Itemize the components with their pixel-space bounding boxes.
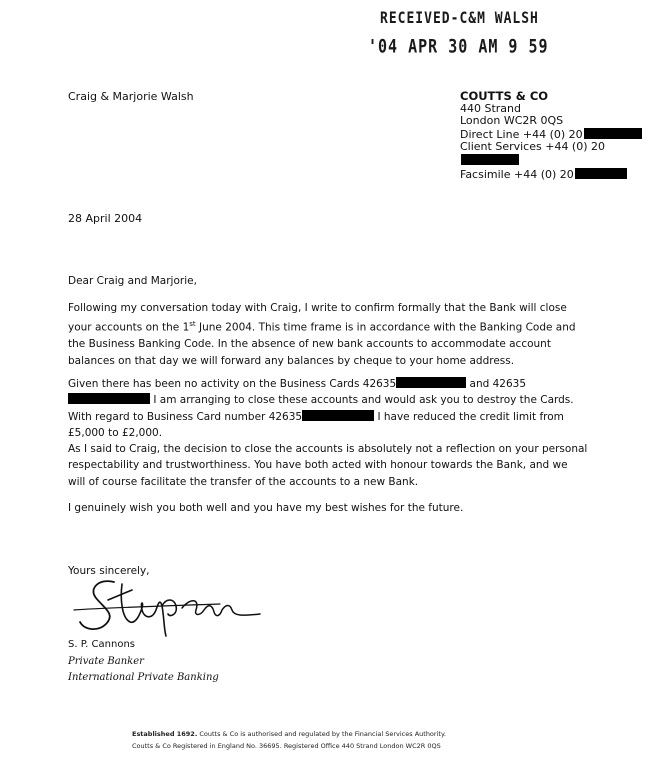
letter-date: 28 April 2004 xyxy=(68,212,143,225)
paragraph-closure-notice: Following my conversation today with Craig, I write to confirm formally that the Bank will close your accounts on the 1st June 2004. This time frame is in accordance with the Banking Code and the Business Banking Code. In the absence of new bank accounts to accommodate account balances on that day we will forward any balances by cheque to your home address. xyxy=(68,302,576,367)
redaction-bar xyxy=(302,410,374,421)
signer-division: International Private Banking xyxy=(68,672,219,683)
paragraph-reassurance: As I said to Craig, the decision to close the accounts is absolutely not a reflection on your personal respectability and trustworthiness. You have both acted with honour towards the Bank, and we will of course facilitate the transfer of the accounts to a new Bank. xyxy=(68,443,588,488)
handwritten-signature xyxy=(70,570,270,640)
footer-regulatory: Established 1692. Coutts & Co is authorised and regulated by the Financial Services Authority. xyxy=(132,730,446,738)
redaction-bar xyxy=(575,168,627,179)
bank-street: 440 Strand xyxy=(460,101,522,115)
signer-name: S. P. Cannons xyxy=(68,639,135,650)
redaction-bar xyxy=(68,393,150,404)
received-stamp: RECEIVED-C&M WALSH xyxy=(380,9,539,28)
signer-title: Private Banker xyxy=(68,656,144,667)
paragraph-business-cards: Given there has been no activity on the Business Cards 42635 and 42635 I am arranging to close these accounts and would ask you to destroy the Cards. With regard to Business Card number 42635 I have reduced the credit limit from £5,000 to £2,000. xyxy=(68,378,574,440)
bank-address-block xyxy=(460,90,648,181)
salutation: Dear Craig and Marjorie, xyxy=(68,275,197,287)
redaction-bar xyxy=(584,128,642,139)
closing: Yours sincerely, xyxy=(68,565,150,577)
redaction-bar xyxy=(461,154,519,165)
bank-city: London WC2R 0QS xyxy=(460,114,564,128)
addressee: Craig & Marjorie Walsh xyxy=(68,90,194,103)
paragraph-best-wishes: I genuinely wish you both well and you have my best wishes for the future. xyxy=(68,502,464,514)
footer-registration: Coutts & Co Registered in England No. 36695. Registered Office 440 Strand London WC2R 0QS xyxy=(132,742,441,750)
direct-line: Direct Line +44 (0) 20 xyxy=(460,128,648,142)
redaction-bar xyxy=(396,377,466,388)
bank-name: COUTTS & CO xyxy=(460,89,549,103)
received-timestamp: '04 APR 30 AM 9 59 xyxy=(368,35,549,58)
client-services-line: Client Services +44 (0) 20 xyxy=(460,141,648,167)
facsimile-line: Facsimile +44 (0) 20 xyxy=(460,168,648,182)
